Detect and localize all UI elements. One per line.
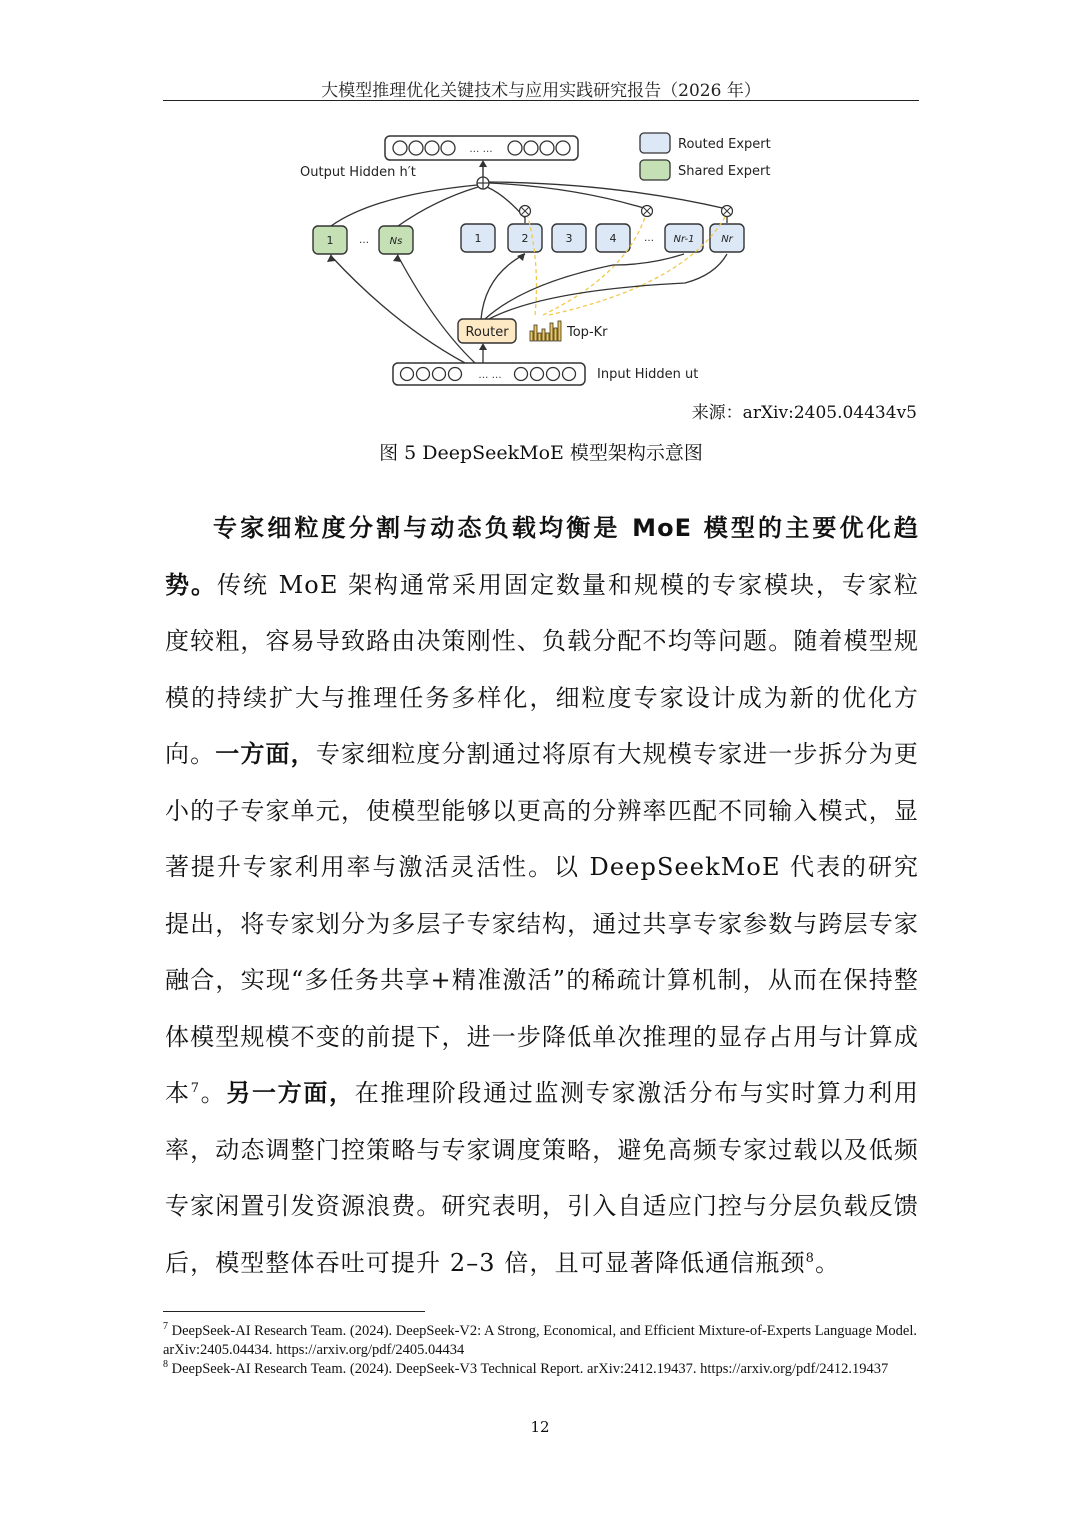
footnote-7 bbox=[163, 1322, 923, 1360]
output-hidden-vector bbox=[385, 136, 578, 160]
routed-expert-nr-1-label: Nr-1 bbox=[673, 234, 695, 245]
bold-second-aspect: 另一方面， bbox=[226, 1079, 355, 1107]
footnote-8-number: 8 bbox=[163, 1359, 168, 1371]
output-ellipsis: … … bbox=[469, 144, 493, 155]
shared-ellipsis: … bbox=[359, 235, 369, 246]
gate-node-nr-1 bbox=[642, 206, 653, 217]
header-rule bbox=[163, 100, 919, 101]
shared-expert-1-label: 1 bbox=[326, 234, 334, 247]
footnotes bbox=[163, 1322, 923, 1379]
sentence-3: 在推理阶段通过监测专家激活分布与实时算力利用率，动态调整门控策略与专家调度策略，避免高频专家过载以及低频专家闲置引发资源浪费。研究表明，引入自适应门控与分层负载反馈后，模型整体吞吐可提升 2–3 倍，且可显著降低通信瓶颈 bbox=[165, 1079, 920, 1277]
shared-expert-ns-label: Ns bbox=[389, 236, 403, 247]
input-hidden-vector bbox=[393, 363, 585, 385]
routed-expert-3-label: 3 bbox=[565, 232, 573, 245]
router-label: Router bbox=[465, 325, 509, 340]
paragraph bbox=[165, 500, 919, 1291]
topk-label: Top-Kr bbox=[567, 325, 608, 340]
footnote-ref-7[interactable]: 7 bbox=[190, 1081, 201, 1096]
legend-routed-swatch bbox=[640, 133, 670, 153]
footnote-rule bbox=[163, 1311, 425, 1312]
footnote-7-text: DeepSeek-AI Research Team. (2024). DeepSeek-V2: A Strong, Economical, and Efficient Mixture-of-Experts Language Model. arXiv:2405.04434. https://arxiv.org/pdf/2405.04434 bbox=[163, 1323, 917, 1358]
body-paragraph bbox=[165, 500, 919, 1291]
sentence-2-end: 。 bbox=[200, 1079, 227, 1107]
footnote-ref-8[interactable]: 8 bbox=[805, 1250, 815, 1266]
figure-caption: 图 5 DeepSeekMoE 模型架构示意图 bbox=[379, 442, 703, 464]
page-number: 12 bbox=[530, 1418, 550, 1436]
legend-shared-swatch bbox=[640, 160, 670, 180]
footnote-8-text: DeepSeek-AI Research Team. (2024). DeepSeek-V3 Technical Report. arXiv:2412.19437. https://arxiv.org/pdf/2412.19437 bbox=[168, 1361, 889, 1377]
input-hidden-label: Input Hidden ut bbox=[597, 367, 699, 382]
routed-expert-4-label: 4 bbox=[609, 232, 617, 245]
page-header: 大模型推理优化关键技术与应用实践研究报告（2026 年） bbox=[321, 81, 761, 101]
sentence-2: 专家细粒度分割通过将原有大规模专家进一步拆分为更小的子专家单元，使模型能够以更高的分辨率匹配不同输入模式，显著提升专家利用率与激活灵活性。以 DeepSeekMoE 代表的研究提出，将专家划分为多层子专家结构，通过共享专家参数与跨层专家融合，实现“多任务共享+精准激活”的稀疏计算机制，从而在保持整体模型规模不变的前提下，进一步降低单次推理的显存占用与计算成本 bbox=[165, 740, 920, 1107]
routed-ellipsis: … bbox=[644, 233, 654, 244]
routed-expert-1-label: 1 bbox=[474, 232, 482, 245]
bold-lead: 专家细粒度分割与动态负载均衡是 MoE 模型的主要优化趋势。 bbox=[165, 514, 919, 599]
figure-source: 来源：arXiv:2405.04434v5 bbox=[691, 403, 917, 423]
legend-routed-label: Routed Expert bbox=[678, 137, 771, 152]
topk-histogram bbox=[530, 321, 561, 341]
sentence-1: 传统 MoE 架构通常采用固定数量和规模的专家模块，专家粒度较粗，容易导致路由决策刚性、负载分配不均等问题。随着模型规模的持续扩大与推理任务多样化，细粒度专家设计成为新的优化方向。 bbox=[165, 570, 920, 768]
footnote-7-number: 7 bbox=[163, 1321, 168, 1333]
moe-architecture-figure bbox=[285, 125, 795, 395]
routed-expert-2-label: 2 bbox=[521, 232, 529, 245]
footnote-8 bbox=[163, 1360, 923, 1379]
gate-node-nr bbox=[722, 206, 733, 217]
output-hidden-label: Output Hidden h′t bbox=[300, 165, 416, 180]
bold-first-aspect: 一方面， bbox=[215, 740, 316, 768]
input-ellipsis: … … bbox=[478, 370, 502, 381]
legend-shared-label: Shared Expert bbox=[678, 164, 771, 179]
sentence-3-end: 。 bbox=[814, 1248, 841, 1277]
gate-node-2 bbox=[520, 206, 531, 217]
routed-expert-nr-label: Nr bbox=[721, 234, 733, 245]
